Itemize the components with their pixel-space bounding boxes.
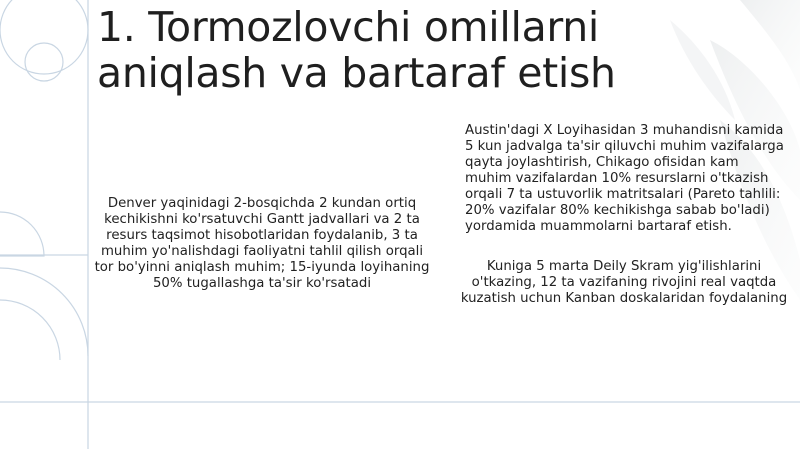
right-paragraph-bottom: Kuniga 5 marta Deily Skram yig'ilishlarini o'tkazing, 12 ta vazifaning rivojini real vaqtda kuzatish uchun Kanban doskalaridan foydalaning — [460, 259, 788, 306]
deco-bottom-arc — [0, 300, 60, 360]
left-paragraph: Denver yaqinidagi 2-bosqichda 2 kundan ortiq kechikishni ko'rsatuvchi Gantt jadvallari va 2 ta resurs taqsimot hisobotlaridan foydalanib, 3 ta muhim yo'nalishdagi faoliyatni tahlil qilish orqali tor bo'yinni aniqlash muhim; 15-iyunda loyihaning 50% tugallashga ta'sir ko'rsatadi — [94, 196, 430, 291]
deco-quarter-arc — [0, 268, 88, 356]
slide-title: 1. Tormozlovchi omillarni aniqlash va bartaraf etish — [97, 3, 616, 97]
deco-small-circle — [25, 43, 63, 81]
deco-large-circle — [0, 0, 88, 74]
deco-half-circle — [0, 212, 44, 256]
right-paragraph-top: Austin'dagi X Loyihasidan 3 muhandisni kamida 5 kun jadvalga ta'sir qiluvchi muhim vazifalarga qayta joylashtirish, Chikago ofisidan kam muhim vazifalardan 10% resurslarni o'tkazish orqali 7 ta ustuvorlik matritsalari (Pareto tahlili: 20% vazifalar 80% kechikishga sabab bo'ladi) yordamida muammolarni bartaraf etish. — [465, 123, 784, 234]
